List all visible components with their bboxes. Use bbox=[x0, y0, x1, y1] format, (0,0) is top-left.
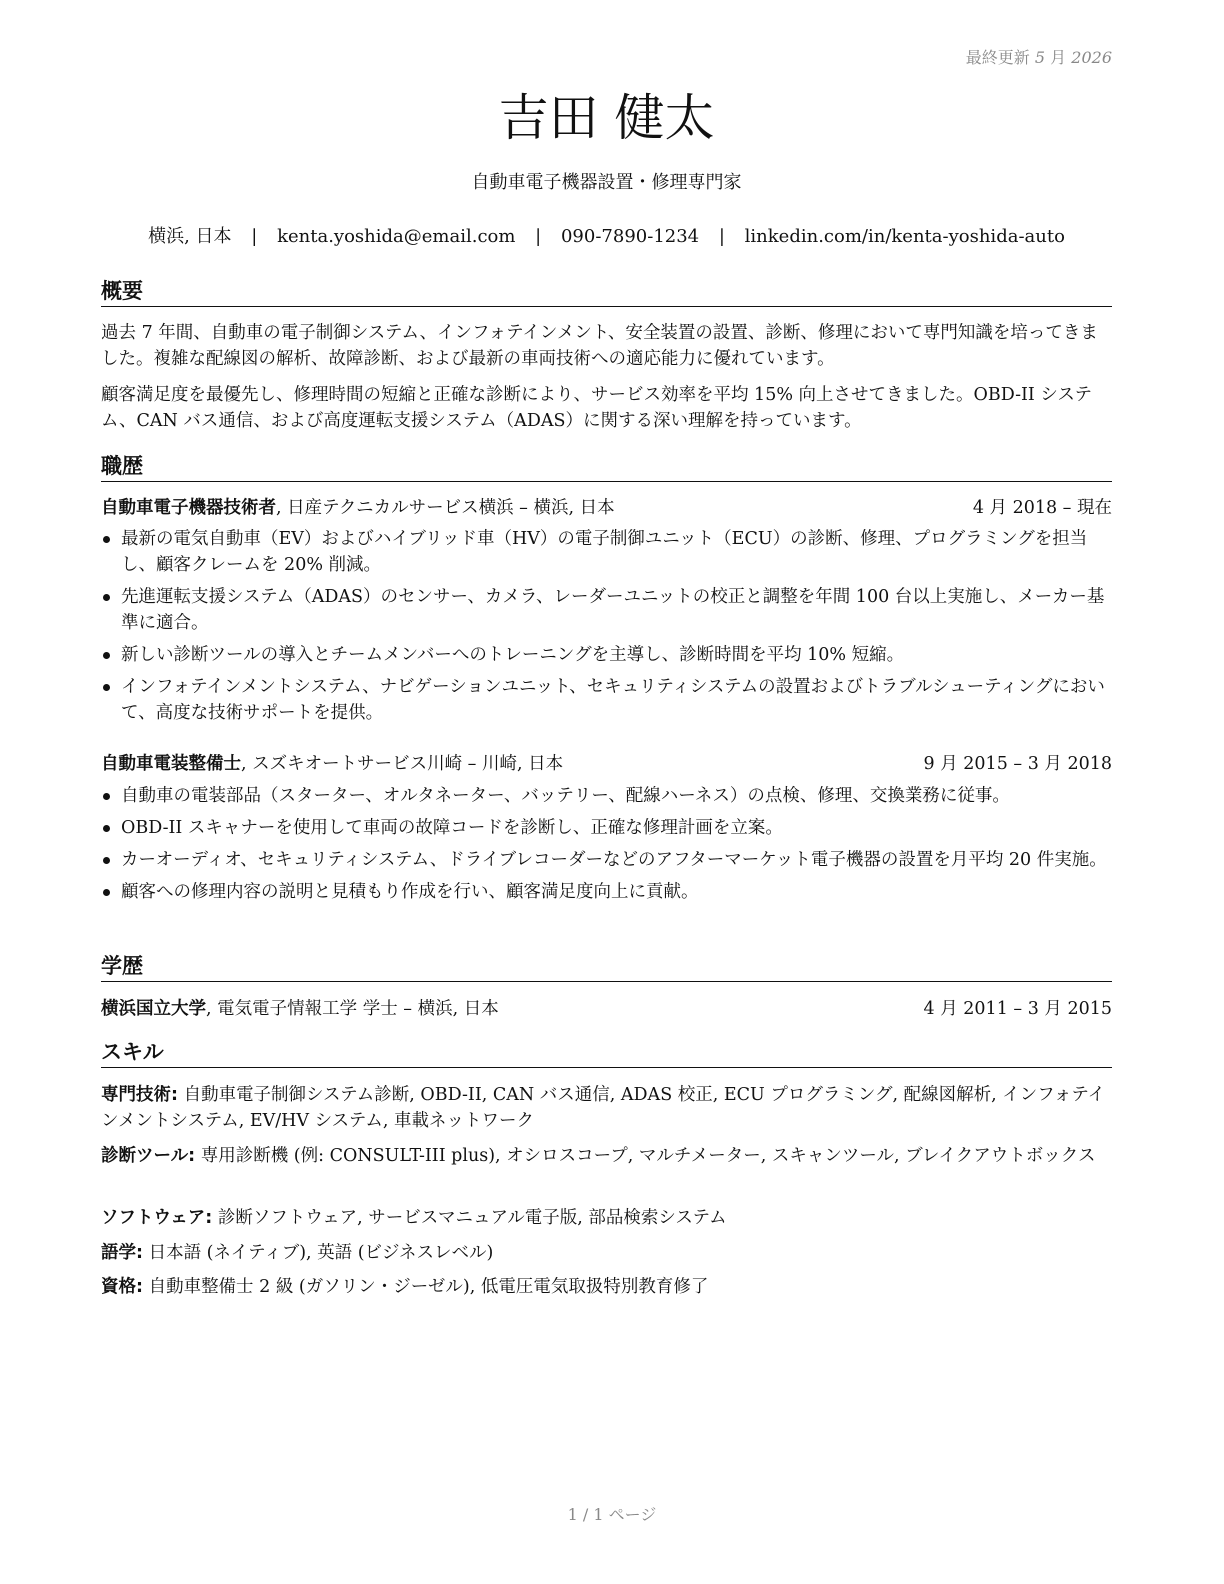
bullet-icon bbox=[103, 825, 110, 832]
resume-page bbox=[101, 0, 1112, 1584]
skill-label: ソフトウェア: bbox=[101, 1208, 213, 1228]
section-title-skills: スキル bbox=[101, 1038, 1112, 1068]
section-title-education: 学歴 bbox=[101, 952, 1112, 982]
contact-location: 横浜, 日本 bbox=[148, 226, 232, 247]
job-org: , 日産テクニカルサービス横浜 – 横浜, 日本 bbox=[276, 498, 615, 518]
last-updated-prefix: 最終更新 bbox=[965, 48, 1030, 67]
bullet-text: 最新の電気自動車（EV）およびハイブリッド車（HV）の電子制御ユニット（ECU）の診断、修理、プログラミングを担当し、顧客クレームを 20% 削減。 bbox=[121, 529, 1088, 575]
education-entry bbox=[101, 996, 1112, 1022]
contact-separator: | bbox=[535, 226, 542, 247]
skill-row bbox=[101, 1082, 1112, 1134]
list-item bbox=[101, 783, 1112, 809]
contact-line bbox=[101, 224, 1112, 250]
job-header bbox=[101, 751, 1112, 777]
bullet-text: OBD-II スキャナーを使用して車両の故障コードを診断し、正確な修理計画を立案。 bbox=[121, 818, 783, 838]
bullet-text: インフォテインメントシステム、ナビゲーションユニット、セキュリティシステムの設置およびトラブルシューティングにおいて、高度な技術サポートを提供。 bbox=[121, 677, 1105, 723]
skill-value: 自動車電子制御システム診断, OBD-II, CAN バス通信, ADAS 校正, ECU プログラミング, 配線図解析, インフォテインメントシステム, EV/HV システム, 車載ネットワーク bbox=[101, 1085, 1106, 1131]
summary-paragraph: 過去 7 年間、自動車の電子制御システム、インフォテインメント、安全装置の設置、診断、修理において専門知識を培ってきました。複雑な配線図の解析、故障診断、および最新の車両技術への適応能力に優れています。 bbox=[101, 323, 1098, 369]
bullet-icon bbox=[103, 652, 110, 659]
contact-phone[interactable]: 090-7890-1234 bbox=[560, 226, 700, 247]
bullet-text: 先進運転支援システム（ADAS）のセンサー、カメラ、レーダーユニットの校正と調整を年間 100 台以上実施し、メーカー基準に適合。 bbox=[121, 587, 1105, 633]
section-title-experience: 職歴 bbox=[101, 452, 1112, 482]
job-dates: 4 月 2018 – 現在 bbox=[972, 498, 1112, 518]
bullet-icon bbox=[103, 889, 110, 896]
skill-value: 日本語 (ネイティブ), 英語 (ビジネスレベル) bbox=[143, 1243, 494, 1263]
bullet-text: 自動車の電装部品（スターター、オルタネーター、バッテリー、配線ハーネス）の点検、修理、交換業務に従事。 bbox=[121, 786, 1010, 806]
last-updated-month-unit: 月 bbox=[1050, 48, 1067, 67]
skill-label: 専門技術: bbox=[101, 1085, 178, 1105]
job-org: , スズキオートサービス川崎 – 川崎, 日本 bbox=[241, 754, 564, 774]
education-detail: , 電気電子情報工学 学士 – 横浜, 日本 bbox=[206, 999, 499, 1019]
list-item bbox=[101, 847, 1112, 873]
skill-value: 自動車整備士 2 級 (ガソリン・ジーゼル), 低電圧電気取扱特別教育修了 bbox=[143, 1277, 709, 1297]
contact-linkedin[interactable]: linkedin.com/in/kenta-yoshida-auto bbox=[744, 226, 1065, 247]
list-item bbox=[101, 584, 1112, 636]
last-updated-month: 5 bbox=[1034, 48, 1046, 67]
job-header bbox=[101, 495, 1112, 521]
job-bullets bbox=[101, 526, 1112, 732]
bullet-text: 新しい診断ツールの導入とチームメンバーへのトレーニングを主導し、診断時間を平均 10% 短縮。 bbox=[121, 645, 905, 665]
bullet-icon bbox=[103, 857, 110, 864]
skill-row bbox=[101, 1205, 1112, 1231]
skill-label: 資格: bbox=[101, 1277, 143, 1297]
education-school: 横浜国立大学 bbox=[101, 999, 206, 1019]
skill-label: 診断ツール: bbox=[101, 1146, 196, 1166]
contact-separator: | bbox=[251, 226, 258, 247]
skill-row bbox=[101, 1143, 1112, 1169]
skill-row bbox=[101, 1240, 1112, 1266]
candidate-name: 吉田 健太 bbox=[498, 89, 715, 147]
contact-separator: | bbox=[718, 226, 725, 247]
job-bullets bbox=[101, 783, 1112, 911]
bullet-icon bbox=[103, 793, 110, 800]
bullet-icon bbox=[103, 684, 110, 691]
last-updated-year: 2026 bbox=[1071, 48, 1112, 67]
skill-value: 専用診断機 (例: CONSULT-III plus), オシロスコープ, マルチメーター, スキャンツール, ブレイクアウトボックス bbox=[195, 1146, 1096, 1166]
bullet-text: 顧客への修理内容の説明と見積もり作成を行い、顧客満足度向上に貢献。 bbox=[121, 882, 699, 902]
bullet-text: カーオーディオ、セキュリティシステム、ドライブレコーダーなどのアフターマーケット電子機器の設置を月平均 20 件実施。 bbox=[121, 850, 1107, 870]
job-role: 自動車電子機器技術者 bbox=[101, 498, 276, 518]
list-item bbox=[101, 642, 1112, 668]
skill-label: 語学: bbox=[101, 1243, 143, 1263]
education-dates: 4 月 2011 – 3 月 2015 bbox=[923, 999, 1112, 1019]
job-dates: 9 月 2015 – 3 月 2018 bbox=[923, 754, 1112, 774]
list-item bbox=[101, 674, 1112, 726]
page-indicator: 1 / 1 ページ bbox=[567, 1505, 657, 1524]
contact-email[interactable]: kenta.yoshida@email.com bbox=[277, 226, 516, 247]
skill-value: 診断ソフトウェア, サービスマニュアル電子版, 部品検索システム bbox=[212, 1208, 727, 1228]
job-role: 自動車電装整備士 bbox=[101, 754, 241, 774]
last-updated bbox=[966, 45, 1112, 68]
list-item bbox=[101, 879, 1112, 905]
summary-paragraph: 顧客満足度を最優先し、修理時間の短縮と正確な診断により、サービス効率を平均 15% 向上させてきました。OBD-II システム、CAN バス通信、および高度運転支援システム（ADAS）に関する深い理解を持っています。 bbox=[101, 385, 1093, 431]
list-item bbox=[101, 815, 1112, 841]
list-item bbox=[101, 526, 1112, 578]
headline: 自動車電子機器設置・修理専門家 bbox=[471, 172, 742, 193]
bullet-icon bbox=[103, 594, 110, 601]
skill-row bbox=[101, 1274, 1112, 1300]
section-title-summary: 概要 bbox=[101, 277, 1112, 307]
bullet-icon bbox=[103, 536, 110, 543]
